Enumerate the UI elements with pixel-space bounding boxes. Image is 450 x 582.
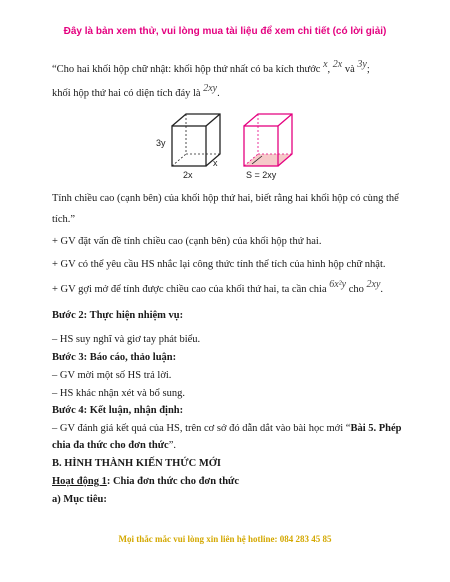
dim-2x: 2x [332,59,343,70]
box-two [244,114,292,166]
box-two-bottom-label: S = 2xy [246,170,277,180]
dim-3y: 3y [357,59,367,70]
step-3-item-2: – HS khác nhận xét và bổ sung. [52,388,185,399]
step-3-item-1: – GV mời một số HS trả lời. [52,370,172,381]
gv-item-1: + GV đặt vấn đề tính chiều cao (cạnh bên) của khối hộp thứ hai. [52,236,322,247]
problem-line-3: Tính chiều cao (cạnh bên) của khối hộp thứ hai, biết rằng hai khối hộp có cùng thể [52,193,399,204]
section-heading: B. HÌNH THÀNH KIẾN THỨC MỚI [52,458,221,469]
box-one-depth-label: x [213,158,218,168]
gv-item-2: + GV có thể yêu cầu HS nhắc lại công thức tính thể tích của hình hộp chữ nhật. [52,259,386,270]
problem-line-2: khối hộp thứ hai có diện tích đáy là 2xy. [52,83,220,99]
dim-x: x [323,59,328,70]
expr-6x2y: 6x²y [329,279,347,290]
step-3-title: Bước 3: Báo cáo, thảo luận: [52,352,177,363]
box-one-side-label: 3y [156,138,166,148]
step-4-title: Bước 4: Kết luận, nhận định: [52,405,184,416]
expr-2xy: 2xy [366,279,381,290]
step-2-title: Bước 2: Thực hiện nhiệm vụ: [52,310,184,321]
base-area: 2xy [203,83,218,94]
hotline-footer: Mọi thắc mắc vui lòng xin liên hệ hotline: 084 283 45 85 [118,534,332,544]
problem-line-4: tích.” [52,214,76,225]
two-boxes-figure [150,108,300,184]
preview-banner: Đây là bản xem thử, vui lòng mua tài liệu để xem chi tiết (có lời giải) [63,26,387,37]
goal-heading: a) Mục tiêu: [52,494,107,505]
step-2-item: – HS suy nghĩ và giơ tay phát biểu. [52,334,201,345]
activity-label: Hoạt động 1 [52,476,107,487]
problem-line-1: “Cho hai khối hộp chữ nhật: khối hộp thứ nhất có ba kích thước x, 2x và 3y; [52,59,370,75]
lesson-title-part-1: Bài 5. Phép [350,423,402,434]
step-4-text-line-2: chia đa thức cho đơn thức”. [52,440,177,451]
gv-item-3: + GV gợi mở để tính được chiều cao của khối thứ hai, ta cần chia 6x²y cho 2xy. [52,279,384,295]
box-one-bottom-label: 2x [183,170,193,180]
step-4-text-line-1: – GV đánh giá kết quả của HS, trên cơ sở đó dẫn dắt vào bài học mới “Bài 5. Phép [52,423,402,434]
lesson-title-part-2: chia đa thức cho đơn thức [52,440,169,451]
activity-heading: Hoạt động 1: Chia đơn thức cho đơn thức [52,476,240,487]
